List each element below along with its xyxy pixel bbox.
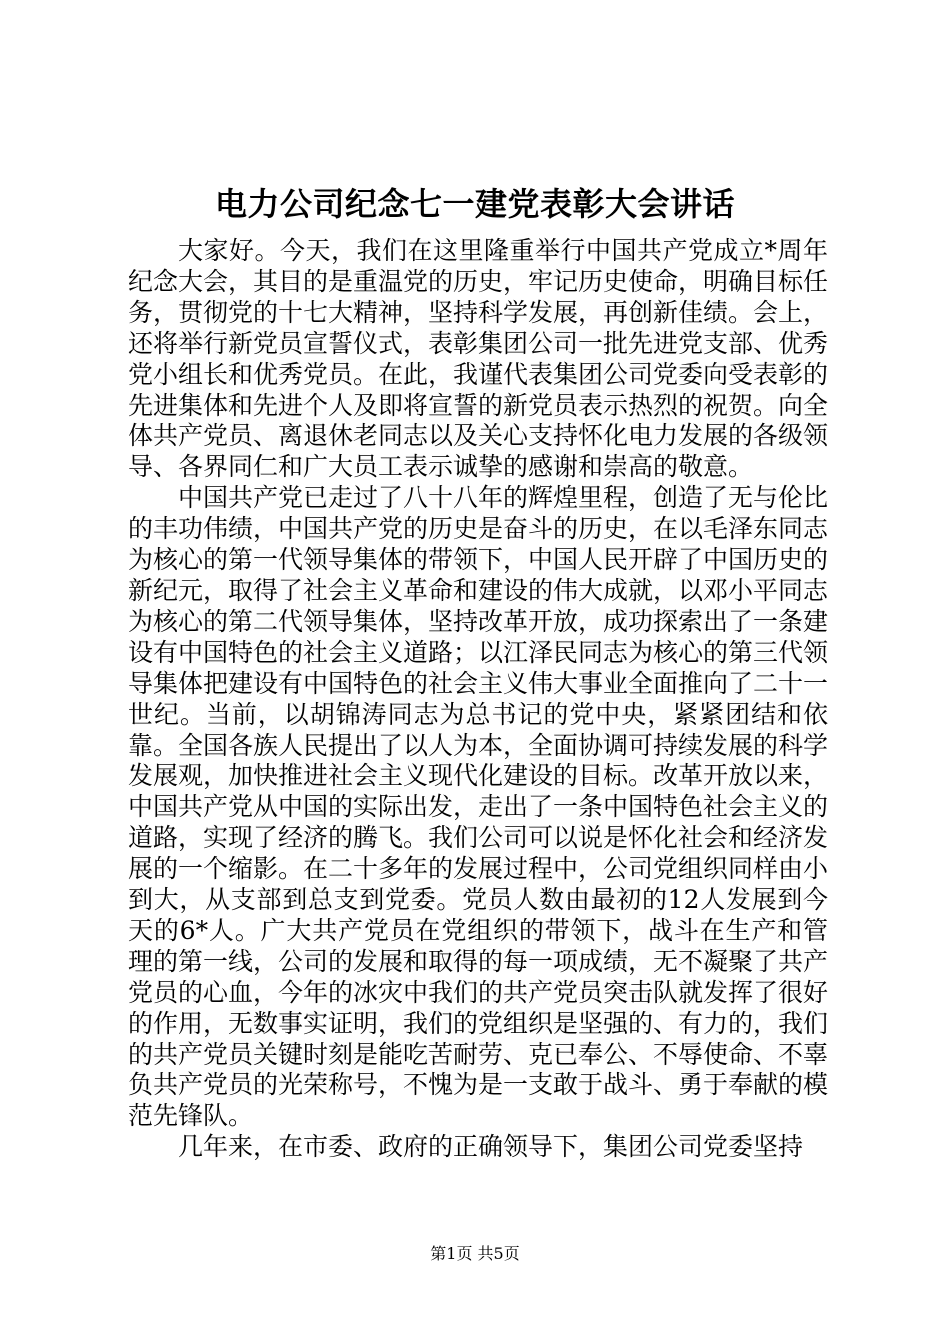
paragraph-2: 中国共产党已走过了八十八年的辉煌里程，创造了无与伦比的丰功伟绩，中国共产党的历史是奋斗的历史，在以毛泽东同志为核心的第一代领导集体的带领下，中国人民开辟了中国历史的新纪元，取得了社会主义革命和建设的伟大成就，以邓小平同志为核心的第二代领导集体，坚持改革开放，成功探索出了一条建设有中国特色的社会主义道路；以江泽民同志为核心的第三代领导集体把建设有中国特色的社会主义伟大事业全面推向了二十一世纪。当前，以胡锦涛同志为总书记的党中央，紧紧团结和依靠。全国各族人民提出了以人为本，全面协调可持续发展的科学发展观，加快推进社会主义现代化建设的目标。改革开放以来，中国共产党从中国的实际出发，走出了一条中国特色社会主义的道路，实现了经济的腾飞。我们公司可以说是怀化社会和经济发展的一个缩影。在二十多年的发展过程中，公司党组织同样由小到大，从支部到总支到党委。党员人数由最初的12人发展到今天的6*人。广大共产党员在党组织的带领下，战斗在生产和管理的第一线，公司的发展和取得的每一项成绩，无不凝聚了共产党员的心血，今年的冰灾中我们的共产党员突击队就发挥了很好的作用，无数事实证明，我们的党组织是坚强的、有力的，我们的共产党员关键时刻是能吃苦耐劳、克已奉公、不辱使命、不辜负共产党员的光荣称号，不愧为是一支敢于战斗、勇于奉献的模范先锋队。 xyxy=(128,483,829,1131)
page-number-footer: 第1页 共5页 xyxy=(430,1244,520,1263)
paragraph-3: 几年来，在市委、政府的正确领导下，集团公司党委坚持 xyxy=(178,1132,804,1162)
document-title: 电力公司纪念七一建党表彰大会讲话 xyxy=(214,185,735,223)
paragraph-1: 大家好。今天，我们在这里隆重举行中国共产党成立*周年纪念大会，其目的是重温党的历史，牢记历史使命，明确目标任务，贯彻党的十七大精神，坚持科学发展，再创新佳绩。会上，还将举行新党员宣誓仪式，表彰集团公司一批先进党支部、优秀党小组长和优秀党员。在此，我谨代表集团公司党委向受表彰的先进集体和先进个人及即将宣誓的新党员表示热烈的祝贺。向全体共产党员、离退休老同志以及关心支持怀化电力发展的各级领导、各界同仁和广大员工表示诚挚的感谢和崇高的敬意。 xyxy=(128,236,829,482)
document-body xyxy=(128,236,828,1163)
